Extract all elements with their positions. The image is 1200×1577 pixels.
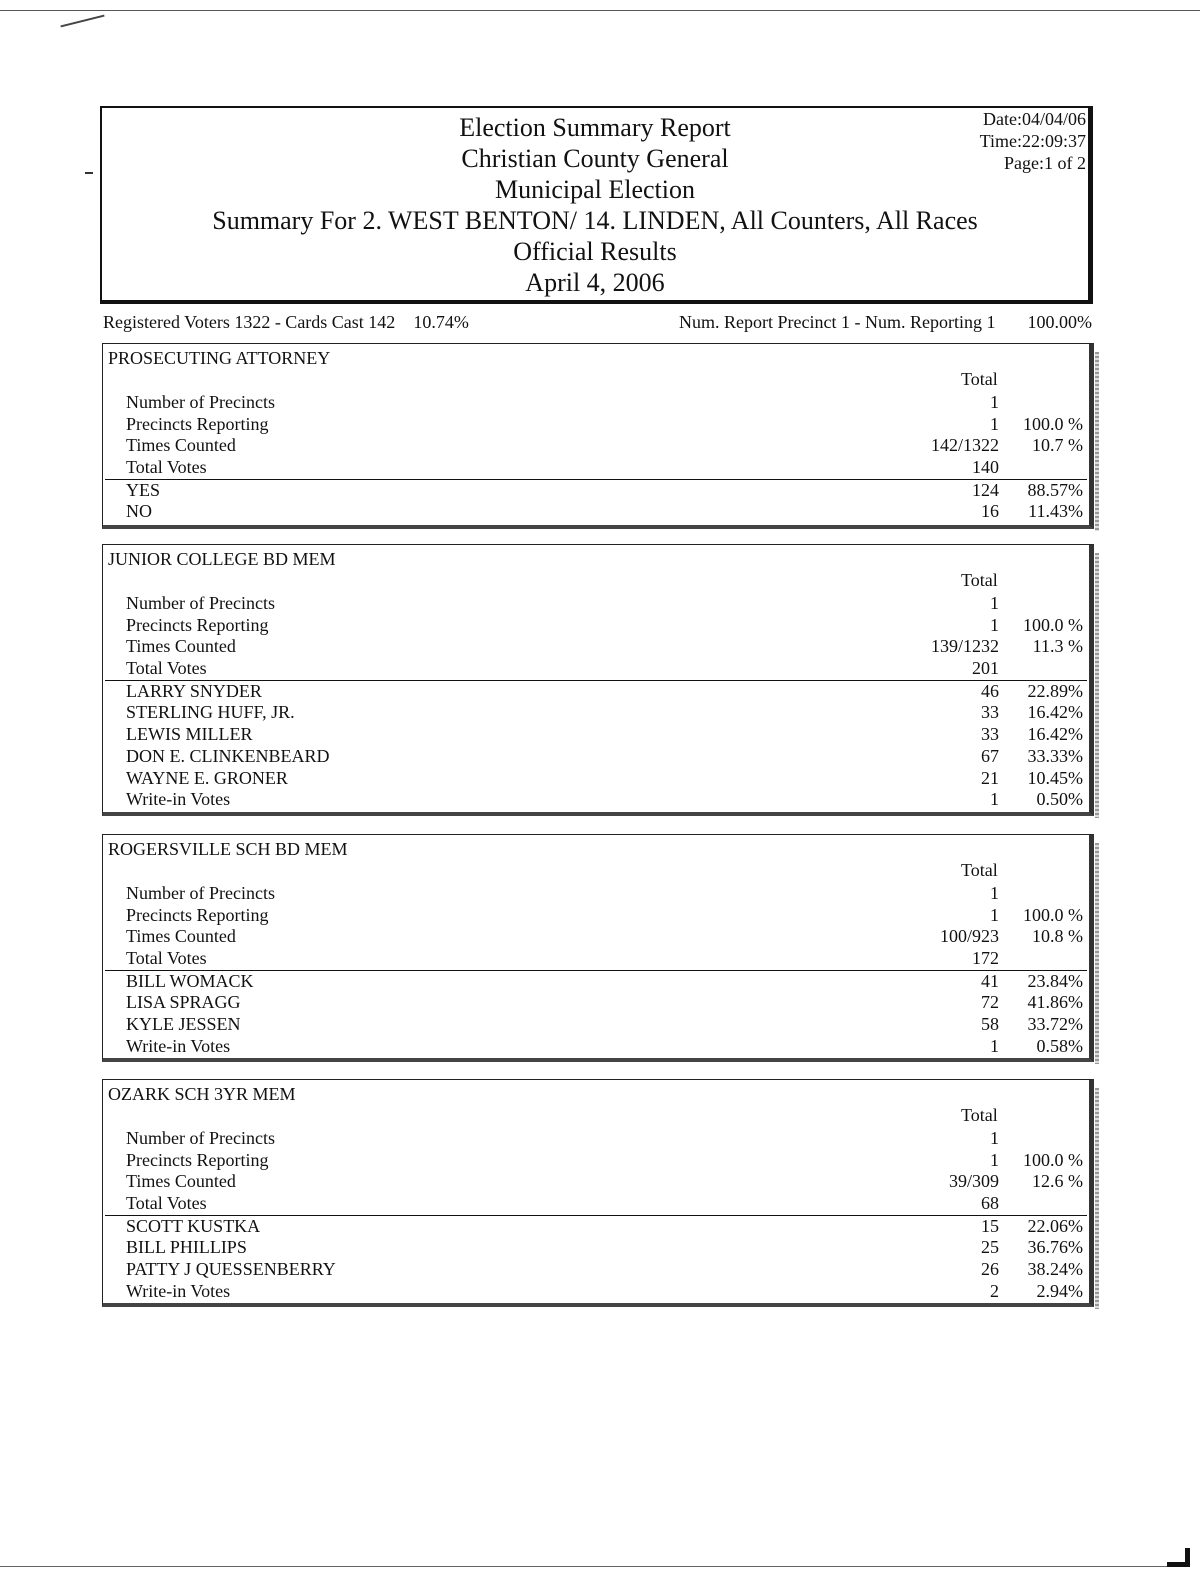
- row-percent: 12.6 %: [1032, 1171, 1083, 1192]
- choice-label: Write-in Votes: [126, 789, 231, 810]
- row-value: 68: [981, 1193, 999, 1214]
- row-value: 1: [990, 1128, 999, 1148]
- stat-row: [103, 883, 1089, 905]
- report-county: Christian County General: [461, 144, 729, 173]
- choice-votes: 16: [981, 501, 999, 522]
- choice-label: Write-in Votes: [126, 1280, 231, 1301]
- row-label: Number of Precincts: [126, 392, 275, 412]
- stat-row: [103, 615, 1089, 637]
- stat-row: [103, 1150, 1089, 1172]
- row-value: 1: [990, 614, 999, 635]
- choice-row: [103, 1281, 1089, 1303]
- report-status: Official Results: [513, 237, 677, 266]
- precinct-reporting-summary: [679, 312, 1092, 333]
- race-title: JUNIOR COLLEGE BD MEM: [108, 549, 336, 569]
- total-column-header: Total: [961, 369, 998, 389]
- choice-label: WAYNE E. GRONER: [126, 767, 288, 788]
- row-label: Precincts Reporting: [126, 413, 269, 434]
- choice-votes: 46: [981, 680, 999, 701]
- stat-row: [103, 457, 1089, 479]
- total-column-header: Total: [961, 1105, 998, 1125]
- choice-label: YES: [126, 479, 161, 500]
- row-value: 1: [990, 413, 999, 434]
- page-bottom-edge: [0, 1566, 1190, 1567]
- row-value: 142/1322: [930, 435, 999, 456]
- registered-voters-text: Registered Voters 1322 - Cards Cast 142: [103, 312, 396, 332]
- race-title: OZARK SCH 3YR MEM: [108, 1084, 296, 1104]
- choice-votes: 21: [981, 767, 999, 788]
- row-label: Times Counted: [126, 636, 236, 657]
- race-box: [102, 343, 1094, 529]
- choice-votes: 124: [972, 479, 999, 500]
- choice-row: [103, 768, 1089, 790]
- row-percent: 10.7 %: [1032, 435, 1083, 456]
- report-election: Municipal Election: [494, 175, 695, 204]
- row-value: 1: [990, 392, 999, 412]
- row-value: 140: [972, 457, 999, 478]
- choice-votes: 26: [981, 1259, 999, 1280]
- report-time: Time:22:09:37: [979, 131, 1086, 151]
- choice-votes: 2: [990, 1280, 999, 1301]
- choice-label: SCOTT KUSTKA: [126, 1215, 261, 1236]
- race-rows: [103, 392, 1089, 523]
- choice-percent: 0.58%: [1036, 1035, 1083, 1056]
- choice-percent: 38.24%: [1027, 1259, 1083, 1280]
- row-value: 100/923: [939, 926, 999, 947]
- row-percent: 100.0 %: [1023, 1149, 1083, 1170]
- stat-row: [103, 593, 1089, 615]
- page-top-edge: [0, 10, 1200, 11]
- choice-label: BILL WOMACK: [126, 970, 254, 991]
- row-label: Times Counted: [126, 435, 236, 456]
- race-rows: [103, 883, 1089, 1058]
- total-column-header: Total: [961, 570, 998, 590]
- report-page: Page:1 of 2: [1004, 153, 1086, 173]
- choice-row: [103, 1036, 1089, 1058]
- choice-row: [103, 992, 1089, 1014]
- race-title: PROSECUTING ATTORNEY: [108, 348, 331, 368]
- stat-row: [103, 435, 1089, 457]
- row-value: 139/1232: [930, 636, 999, 657]
- row-percent: 10.8 %: [1032, 926, 1083, 947]
- choice-row: [103, 681, 1089, 703]
- choice-row: [103, 1014, 1089, 1036]
- row-label: Total Votes: [126, 658, 207, 679]
- stat-row: [103, 1171, 1089, 1193]
- race-rows: [103, 593, 1089, 811]
- choice-percent: 88.57%: [1027, 479, 1083, 500]
- choice-percent: 22.89%: [1027, 680, 1083, 701]
- stat-row: [103, 392, 1089, 414]
- row-value: 1: [990, 1149, 999, 1170]
- race-title: ROGERSVILLE SCH BD MEM: [108, 839, 348, 859]
- race-box: [102, 834, 1094, 1062]
- total-column-header: Total: [961, 860, 998, 880]
- race-box: [102, 544, 1094, 816]
- choice-votes: 1: [990, 1035, 999, 1056]
- choice-row: [103, 746, 1089, 768]
- margin-mark: [85, 172, 93, 174]
- stat-row: [103, 636, 1089, 658]
- precinct-reporting-text: Num. Report Precinct 1 - Num. Reporting 1: [679, 312, 996, 332]
- report-title-block: [102, 112, 1088, 298]
- row-label: Total Votes: [126, 457, 207, 478]
- precinct-reporting-percent: 100.00%: [1027, 312, 1092, 332]
- row-value: 201: [972, 658, 999, 679]
- choice-label: DON E. CLINKENBEARD: [126, 745, 330, 766]
- report-summary-for: Summary For 2. WEST BENTON/ 14. LINDEN, All Counters, All Races: [212, 206, 978, 235]
- choice-votes: 33: [981, 702, 999, 723]
- choice-label: LEWIS MILLER: [126, 724, 253, 745]
- row-value: 1: [990, 593, 999, 613]
- row-label: Total Votes: [126, 1193, 207, 1214]
- row-label: Precincts Reporting: [126, 1149, 269, 1170]
- row-value: 1: [990, 883, 999, 903]
- row-percent: 100.0 %: [1023, 614, 1083, 635]
- stat-row: [103, 905, 1089, 927]
- choice-label: LARRY SNYDER: [126, 680, 262, 701]
- choice-percent: 33.72%: [1027, 1014, 1083, 1035]
- row-label: Number of Precincts: [126, 883, 275, 903]
- choice-label: STERLING HUFF, JR.: [126, 702, 295, 723]
- choice-percent: 2.94%: [1036, 1280, 1083, 1301]
- choice-votes: 41: [981, 970, 999, 991]
- stat-row: [103, 926, 1089, 948]
- choice-votes: 72: [981, 992, 999, 1013]
- report-header: [100, 106, 1093, 304]
- row-label: Times Counted: [126, 1171, 236, 1192]
- choice-row: [103, 971, 1089, 993]
- choice-votes: 33: [981, 724, 999, 745]
- choice-percent: 36.76%: [1027, 1237, 1083, 1258]
- row-label: Times Counted: [126, 926, 236, 947]
- choice-label: KYLE JESSEN: [126, 1014, 241, 1035]
- report-title: Election Summary Report: [459, 113, 731, 142]
- stat-row: [103, 948, 1089, 970]
- report-date: Date:04/04/06: [983, 109, 1086, 129]
- choice-percent: 11.43%: [1028, 501, 1083, 522]
- row-label: Number of Precincts: [126, 593, 275, 613]
- choice-votes: 67: [981, 745, 999, 766]
- registered-voters-summary: [103, 312, 469, 333]
- row-value: 1: [990, 904, 999, 925]
- choice-votes: 1: [990, 789, 999, 810]
- choice-label: Write-in Votes: [126, 1035, 231, 1056]
- choice-votes: 25: [981, 1237, 999, 1258]
- row-label: Precincts Reporting: [126, 904, 269, 925]
- race-rows: [103, 1128, 1089, 1303]
- row-percent: 100.0 %: [1023, 904, 1083, 925]
- row-label: Total Votes: [126, 948, 207, 969]
- stat-row: [103, 1128, 1089, 1150]
- stat-row: [103, 658, 1089, 680]
- choice-percent: 16.42%: [1027, 702, 1083, 723]
- row-percent: 100.0 %: [1023, 413, 1083, 434]
- choice-row: [103, 1259, 1089, 1281]
- choice-percent: 10.45%: [1027, 767, 1083, 788]
- turnout-percent: 10.74%: [413, 312, 469, 332]
- choice-label: BILL PHILLIPS: [126, 1237, 247, 1258]
- choice-label: PATTY J QUESSENBERRY: [126, 1259, 336, 1280]
- report-date-long: April 4, 2006: [525, 268, 665, 297]
- row-percent: 11.3 %: [1032, 636, 1083, 657]
- choice-row: [103, 501, 1089, 523]
- choice-percent: 22.06%: [1027, 1215, 1083, 1236]
- choice-label: NO: [126, 501, 152, 522]
- row-value: 39/309: [948, 1171, 999, 1192]
- choice-votes: 15: [981, 1215, 999, 1236]
- choice-row: [103, 724, 1089, 746]
- row-label: Number of Precincts: [126, 1128, 275, 1148]
- choice-row: [103, 1237, 1089, 1259]
- choice-percent: 0.50%: [1036, 789, 1083, 810]
- scan-mark: [60, 15, 104, 28]
- choice-percent: 41.86%: [1027, 992, 1083, 1013]
- choice-row: [103, 480, 1089, 502]
- race-box: [102, 1079, 1094, 1307]
- row-label: Precincts Reporting: [126, 614, 269, 635]
- choice-percent: 23.84%: [1027, 970, 1083, 991]
- row-value: 172: [972, 948, 999, 969]
- choice-row: [103, 702, 1089, 724]
- stat-row: [103, 1193, 1089, 1215]
- choice-label: LISA SPRAGG: [126, 992, 241, 1013]
- choice-percent: 33.33%: [1027, 745, 1083, 766]
- choice-votes: 58: [981, 1014, 999, 1035]
- report-meta: [980, 108, 1086, 174]
- stat-row: [103, 414, 1089, 436]
- choice-row: [103, 789, 1089, 811]
- page-corner-mark: [1167, 1548, 1190, 1567]
- choice-percent: 16.42%: [1027, 724, 1083, 745]
- choice-row: [103, 1216, 1089, 1238]
